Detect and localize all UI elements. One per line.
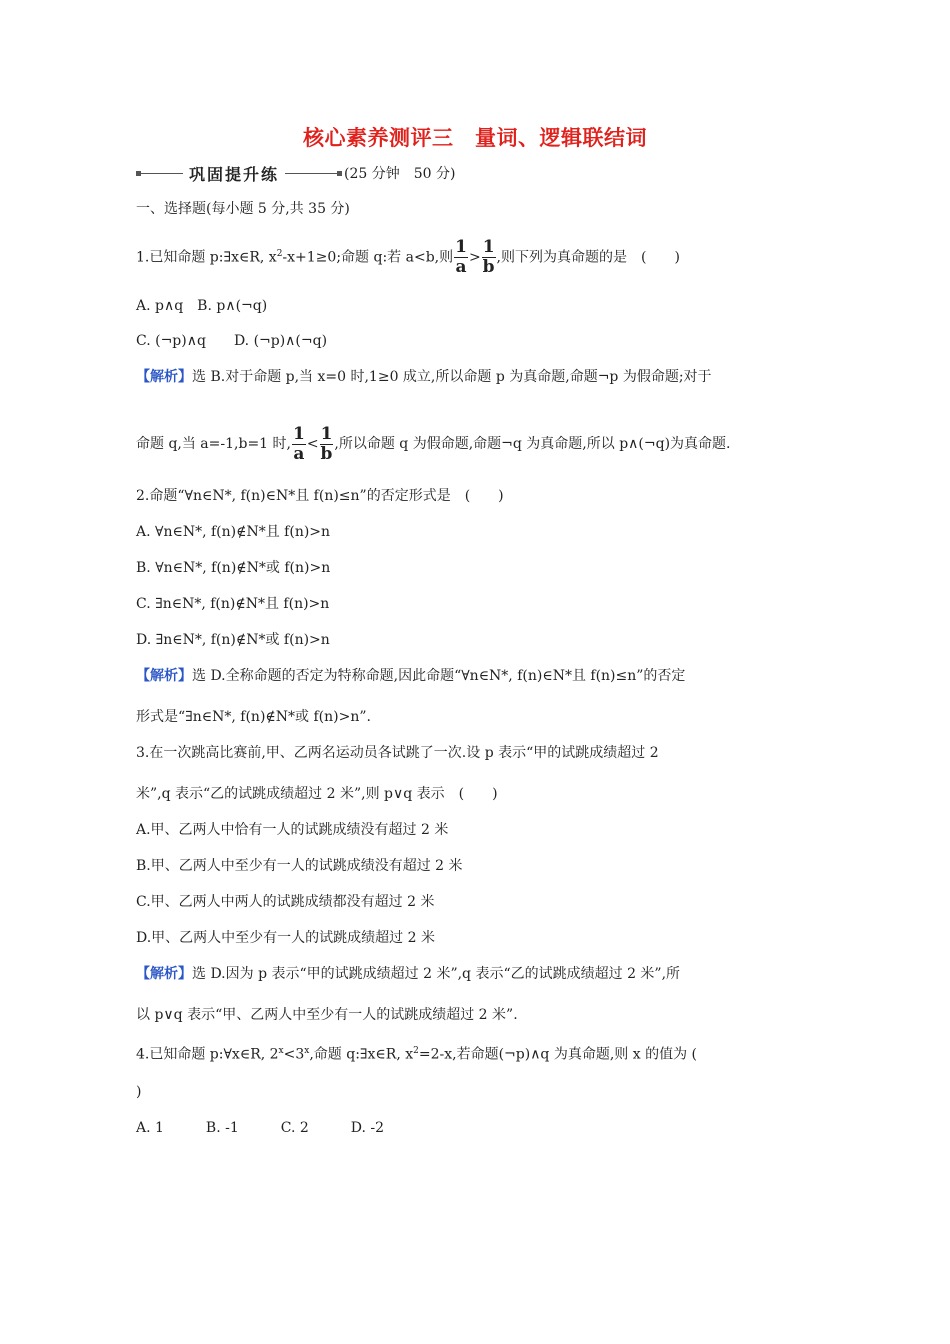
frac-denominator: b	[320, 443, 333, 464]
q1-fraction-1-over-a	[454, 239, 468, 276]
q3-stem-1: 3.在一次跳高比赛前,甲、乙两名运动员各试跳了一次.设 p 表示“甲的试跳成绩超过 2	[136, 745, 659, 761]
section-time: (25 分钟 50 分)	[344, 166, 456, 182]
q3-analysis-2: 以 p∨q 表示“甲、乙两人中至少有一人的试跳成绩超过 2 米”.	[136, 1007, 518, 1023]
q1-analysis-2	[136, 422, 731, 466]
q4-stem-1	[136, 1041, 697, 1065]
part-heading: 一、选择题(每小题 5 分,共 35 分)	[136, 201, 350, 217]
q2-stem: 2.命题“∀n∈N*, f(n)∈N*且 f(n)≤n”的否定形式是 ( )	[136, 488, 504, 504]
q3-stem-2: 米”,q 表示“乙的试跳成绩超过 2 米”,则 p∨q 表示 ( )	[136, 786, 498, 802]
analysis-text: 选 B.对于命题 p,当 x=0 时,1≥0 成立,所以命题 p 为真命题,命题¬p 为假命题;对于	[192, 369, 712, 385]
analysis-tag: 【解析】	[136, 369, 192, 385]
q2-analysis-2: 形式是“∃n∈N*, f(n)∉N*或 f(n)>n”.	[136, 709, 371, 725]
q4-stem-a: 4.已知命题 p:∀x∈R, 2	[136, 1046, 279, 1063]
q4-stem-d: =2-x,若命题(¬p)∧q 为真命题,则 x 的值为 (	[418, 1046, 698, 1063]
q1-options-2: C. (¬p)∧q D. (¬p)∧(¬q)	[136, 333, 328, 349]
section-header	[136, 162, 455, 184]
q1-stem-sup: 2	[276, 249, 283, 259]
page-title: 核心素养测评三 量词、逻辑联结词	[303, 125, 647, 150]
frac-denominator: a	[293, 443, 305, 464]
q1-analysis-1	[136, 367, 712, 387]
q1-stem-a: 1.已知命题 p:∃x∈R, x	[136, 249, 277, 266]
q3-option-a: A.甲、乙两人中恰有一人的试跳成绩没有超过 2 米	[136, 822, 449, 838]
q1-analysis-fraction-1-over-b	[320, 423, 334, 464]
q1-analysis-fraction-1-over-a	[292, 423, 306, 464]
frac-numerator: 1	[320, 423, 333, 444]
q1-analysis-2a: 命题 q,当 a=-1,b=1 时,	[136, 436, 291, 452]
q2-option-a: A. ∀n∈N*, f(n)∉N*且 f(n)>n	[136, 524, 331, 540]
frac-numerator: 1	[482, 237, 495, 258]
q4-stem-2: )	[136, 1084, 142, 1100]
q1-stem	[136, 236, 680, 276]
analysis-text: 选 D.因为 p 表示“甲的试跳成绩超过 2 米”,q 表示“乙的试跳成绩超过 2 米”,所	[192, 966, 681, 982]
analysis-text: 选 D.全称命题的否定为特称命题,因此命题“∀n∈N*, f(n)∈N*且 f(n)≤n”的否定	[192, 668, 686, 684]
q1-relation: >	[468, 249, 481, 266]
q4-sup-3: 2	[413, 1046, 419, 1056]
q2-option-d: D. ∃n∈N*, f(n)∉N*或 f(n)>n	[136, 632, 330, 648]
bar-line-right	[285, 173, 337, 174]
frac-numerator: 1	[292, 423, 305, 444]
frac-denominator: b	[482, 257, 495, 278]
frac-denominator: a	[455, 257, 467, 278]
analysis-tag: 【解析】	[136, 668, 192, 684]
frac-numerator: 1	[455, 237, 467, 258]
q3-option-c: C.甲、乙两人中两人的试跳成绩都没有超过 2 米	[136, 894, 435, 910]
bar-line-left	[141, 173, 183, 174]
q4-options: A. 1 B. -1 C. 2 D. -2	[136, 1120, 385, 1136]
q1-fraction-1-over-b	[482, 239, 496, 276]
q1-analysis-2b: ,所以命题 q 为假命题,命题¬q 为真命题,所以 p∧(¬q)为真命题.	[334, 436, 731, 452]
q3-option-b: B.甲、乙两人中至少有一人的试跳成绩没有超过 2 米	[136, 858, 463, 874]
bar-dot-right	[337, 171, 342, 176]
q1-options-1: A. p∧q B. p∧(¬q)	[136, 298, 268, 314]
q4-stem-c: ,命题 q:∃x∈R, x	[309, 1046, 414, 1063]
q1-stem-c: ,则下列为真命题的是 ( )	[496, 249, 680, 266]
q4-sup-2: x	[304, 1046, 310, 1056]
q4-stem-b: <3	[283, 1046, 305, 1063]
q2-option-c: C. ∃n∈N*, f(n)∉N*且 f(n)>n	[136, 596, 330, 612]
q1-analysis-relation: <	[306, 436, 319, 452]
section-label: 巩固提升练	[189, 164, 280, 184]
q2-analysis-1	[136, 666, 685, 686]
q3-option-d: D.甲、乙两人中至少有一人的试跳成绩超过 2 米	[136, 930, 435, 946]
analysis-tag: 【解析】	[136, 966, 192, 982]
q1-stem-b: -x+1≥0;命题 q:若 a<b,则	[282, 249, 454, 266]
q4-sup-1: x	[278, 1046, 284, 1056]
q2-option-b: B. ∀n∈N*, f(n)∉N*或 f(n)>n	[136, 560, 331, 576]
q3-analysis-1	[136, 964, 680, 984]
